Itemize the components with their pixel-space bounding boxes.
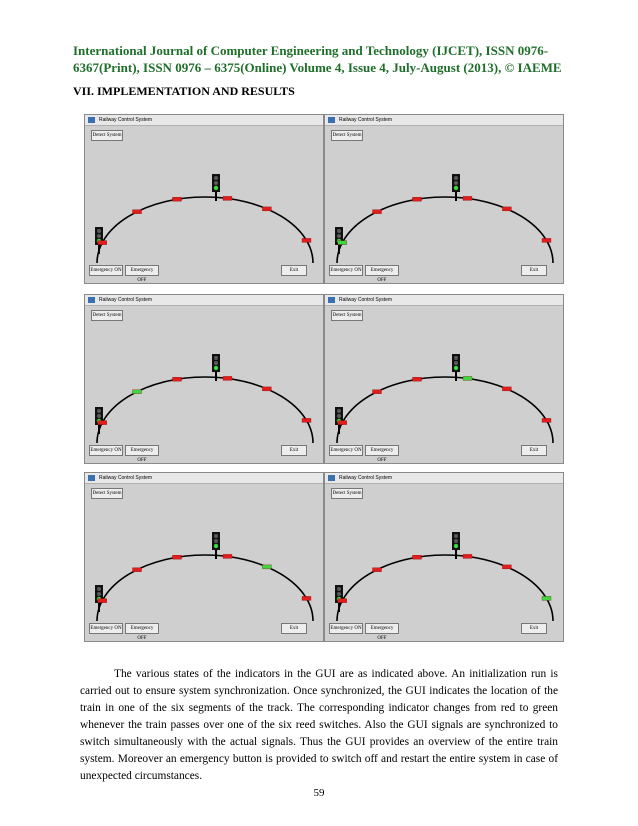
emergency-on-button[interactable]: Emergency ON [89, 265, 123, 276]
railway-track [337, 197, 553, 263]
track-diagram [325, 473, 564, 642]
reed-switch-indicator-2 [133, 390, 142, 394]
emergency-off-button[interactable]: Emergency OFF [125, 623, 159, 634]
detect-system-button[interactable]: Detect System [91, 310, 123, 321]
track-diagram [85, 473, 324, 642]
exit-button[interactable]: Exit [521, 623, 547, 634]
detect-system-button[interactable]: Detect System [331, 130, 363, 141]
window-title: Railway Control System [339, 117, 393, 123]
reed-switch-indicator-3 [173, 197, 182, 201]
emergency-on-button[interactable]: Emergency ON [89, 623, 123, 634]
emergency-on-button[interactable]: Emergency ON [329, 265, 363, 276]
reed-switch-indicator-6 [542, 596, 551, 600]
exit-button[interactable]: Exit [521, 265, 547, 276]
reed-switch-indicator-6 [302, 238, 311, 242]
emergency-on-button[interactable]: Emergency ON [329, 623, 363, 634]
exit-button[interactable]: Exit [521, 445, 547, 456]
gui-screenshot-2 [324, 114, 564, 284]
reed-switch-indicator-5 [262, 207, 271, 211]
body-paragraph: The various states of the indicators in the GUI are as indicated above. An initialization run is carried out to ensure system synchronization. Once synchronized, the GUI indicates the location of the train in one of the six segments of the track. The corresponding indicator changes from red to green whenever the train passes over one of the six reed switches. Also the GUI signals are synchronized to switch simultaneously with the actual signals. Thus the GUI provides an overview of the entire train system. Moreover an emergency button is provided to switch off and restart the entire system in case of unexpected circumstances. [80, 668, 558, 782]
reed-switch-indicator-1 [338, 241, 347, 245]
window-title: Railway Control System [99, 117, 153, 123]
journal-header [73, 42, 568, 76]
body-text [80, 666, 558, 785]
reed-switch-indicator-5 [262, 565, 271, 569]
gui-screenshot-3 [84, 294, 324, 464]
track-diagram [85, 295, 324, 464]
reed-switch-indicator-2 [133, 568, 142, 572]
reed-switch-indicator-4 [223, 554, 232, 558]
reed-switch-indicator-5 [502, 565, 511, 569]
detect-system-button[interactable]: Detect System [91, 130, 123, 141]
railway-track [337, 377, 553, 443]
reed-switch-indicator-1 [98, 241, 107, 245]
emergency-off-button[interactable]: Emergency OFF [365, 623, 399, 634]
gui-screenshot-6 [324, 472, 564, 642]
gui-screenshot-5 [84, 472, 324, 642]
railway-track [97, 377, 313, 443]
emergency-off-button[interactable]: Emergency OFF [125, 265, 159, 276]
section-title: VII. IMPLEMENTATION AND RESULTS [73, 84, 295, 98]
detect-system-button[interactable]: Detect System [331, 488, 363, 499]
emergency-off-button[interactable]: Emergency OFF [365, 445, 399, 456]
reed-switch-indicator-1 [338, 599, 347, 603]
gui-screenshot-4 [324, 294, 564, 464]
window-title: Railway Control System [339, 297, 393, 303]
emergency-off-button[interactable]: Emergency OFF [125, 445, 159, 456]
reed-switch-indicator-1 [338, 421, 347, 425]
reed-switch-indicator-5 [262, 387, 271, 391]
reed-switch-indicator-4 [463, 376, 472, 380]
track-diagram [325, 115, 564, 284]
exit-button[interactable]: Exit [281, 445, 307, 456]
reed-switch-indicator-6 [542, 238, 551, 242]
gui-screenshot-1 [84, 114, 324, 284]
railway-track [337, 555, 553, 621]
detect-system-button[interactable]: Detect System [331, 310, 363, 321]
reed-switch-indicator-3 [173, 377, 182, 381]
reed-switch-indicator-4 [223, 376, 232, 380]
reed-switch-indicator-3 [413, 377, 422, 381]
reed-switch-indicator-3 [413, 555, 422, 559]
emergency-on-button[interactable]: Emergency ON [89, 445, 123, 456]
reed-switch-indicator-6 [542, 418, 551, 422]
reed-switch-indicator-4 [463, 554, 472, 558]
window-title: Railway Control System [339, 475, 393, 481]
window-title: Railway Control System [99, 297, 153, 303]
railway-track [97, 197, 313, 263]
detect-system-button[interactable]: Detect System [91, 488, 123, 499]
reed-switch-indicator-2 [373, 390, 382, 394]
page-number: 59 [313, 787, 325, 799]
reed-switch-indicator-2 [133, 210, 142, 214]
exit-button[interactable]: Exit [281, 623, 307, 634]
reed-switch-indicator-1 [98, 421, 107, 425]
reed-switch-indicator-2 [373, 210, 382, 214]
reed-switch-indicator-3 [173, 555, 182, 559]
window-title: Railway Control System [99, 475, 153, 481]
emergency-on-button[interactable]: Emergency ON [329, 445, 363, 456]
track-diagram [325, 295, 564, 464]
reed-switch-indicator-4 [463, 196, 472, 200]
exit-button[interactable]: Exit [281, 265, 307, 276]
track-diagram [85, 115, 324, 284]
reed-switch-indicator-1 [98, 599, 107, 603]
reed-switch-indicator-6 [302, 418, 311, 422]
reed-switch-indicator-5 [502, 387, 511, 391]
journal-header-line-1: International Journal of Computer Engineering and Technology (IJCET), ISSN 0976- [73, 43, 549, 58]
reed-switch-indicator-2 [373, 568, 382, 572]
emergency-off-button[interactable]: Emergency OFF [365, 265, 399, 276]
journal-header-line-2: 6367(Print), ISSN 0976 – 6375(Online) Volume 4, Issue 4, July-August (2013), © IAEME [73, 60, 562, 75]
reed-switch-indicator-3 [413, 197, 422, 201]
reed-switch-indicator-5 [502, 207, 511, 211]
railway-track [97, 555, 313, 621]
reed-switch-indicator-6 [302, 596, 311, 600]
reed-switch-indicator-4 [223, 196, 232, 200]
